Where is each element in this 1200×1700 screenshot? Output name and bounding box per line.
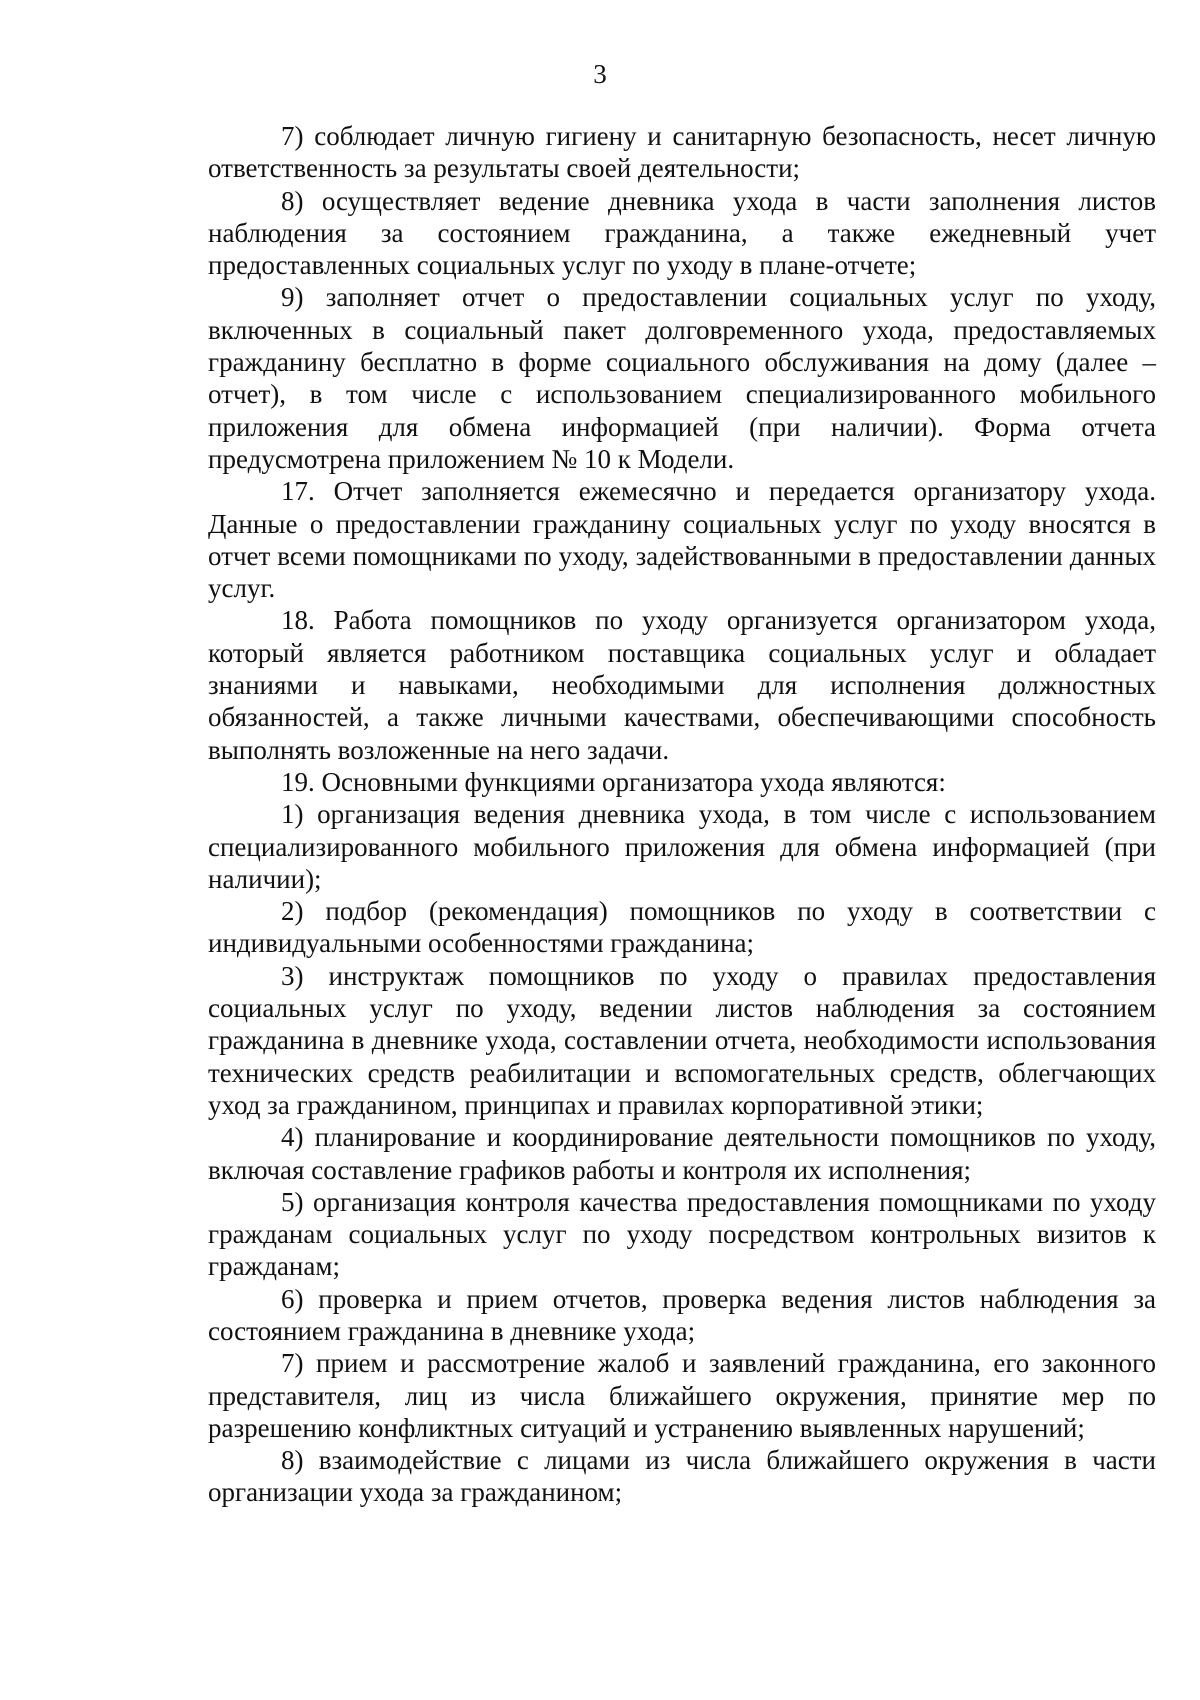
function-item-2: 2) подбор (рекомендация) помощников по уходу в соответствии с индивидуальными особенностями гражданина; [208, 896, 1156, 959]
list-item-7-hygiene: 7) соблюдает личную гигиену и санитарную безопасность, несет личную ответственность за результаты своей деятельности; [208, 121, 1156, 184]
function-item-6: 6) проверка и прием отчетов, проверка ведения листов наблюдения за состоянием гражданина в дневнике ухода; [208, 1283, 1156, 1346]
function-item-7: 7) прием и рассмотрение жалоб и заявлений гражданина, его законного представителя, лиц из числа ближайшего окружения, принятие мер по разрешению конфликтных ситуаций и устранению выявленных нарушений; [208, 1348, 1156, 1443]
function-item-3: 3) инструктаж помощников по уходу о правилах предоставления социальных услуг по уходу, ведении листов наблюдения за состоянием гражданина в дневнике ухода, составлении отчета, необходимости использования технических средств реабилитации и вспомогательных средств, облегчающих уход за гражданином, принципах и правилах корпоративной этики; [208, 960, 1156, 1120]
page-number: 3 [593, 59, 607, 89]
list-item-8-care-diary: 8) осуществляет ведение дневника ухода в части заполнения листов наблюдения за состоянием гражданина, а также ежедневный учет предоставленных социальных услуг по уходу в плане-отчете; [208, 185, 1156, 281]
function-item-8: 8) взаимодействие с лицами из числа ближайшего окружения в части организации ухода за гражданином; [208, 1445, 1156, 1508]
clause-18: 18. Работа помощников по уходу организуется организатором ухода, который является работником поставщика социальных услуг и обладает знаниями и навыками, необходимыми для исполнения должностных обязанностей, а также личными качествами, обеспечивающими способность выполнять возложенные на него задачи. [208, 605, 1156, 765]
clause-17: 17. Отчет заполняется ежемесячно и передается организатору ухода. Данные о предоставлении гражданину социальных услуг по уходу вносятся в отчет всеми помощниками по уходу, задействованными в предоставлении данных услуг. [208, 476, 1156, 604]
function-item-1: 1) организация ведения дневника ухода, в том числе с использованием специализированного мобильного приложения для обмена информацией (при наличии); [208, 799, 1156, 894]
document-body [208, 120, 1156, 1509]
clause-19-heading: 19. Основными функциями организатора ухода являются: [281, 766, 946, 797]
list-item-9-report: 9) заполняет отчет о предоставлении социальных услуг по уходу, включенных в социальный пакет долговременного ухода, предоставляемых гражданину бесплатно в форме социального обслуживания на дому (далее – отчет), в том числе с использованием специализированного мобильного приложения для обмена информацией (при наличии). Форма отчета предусмотрена приложением № 10 к Модели. [208, 282, 1156, 474]
function-item-5: 5) организация контроля качества предоставления помощниками по уходу гражданам социальных услуг по уходу посредством контрольных визитов к гражданам; [208, 1186, 1156, 1282]
function-item-4: 4) планирование и координирование деятельности помощников по уходу, включая составление графиков работы и контроля их исполнения; [208, 1122, 1156, 1185]
